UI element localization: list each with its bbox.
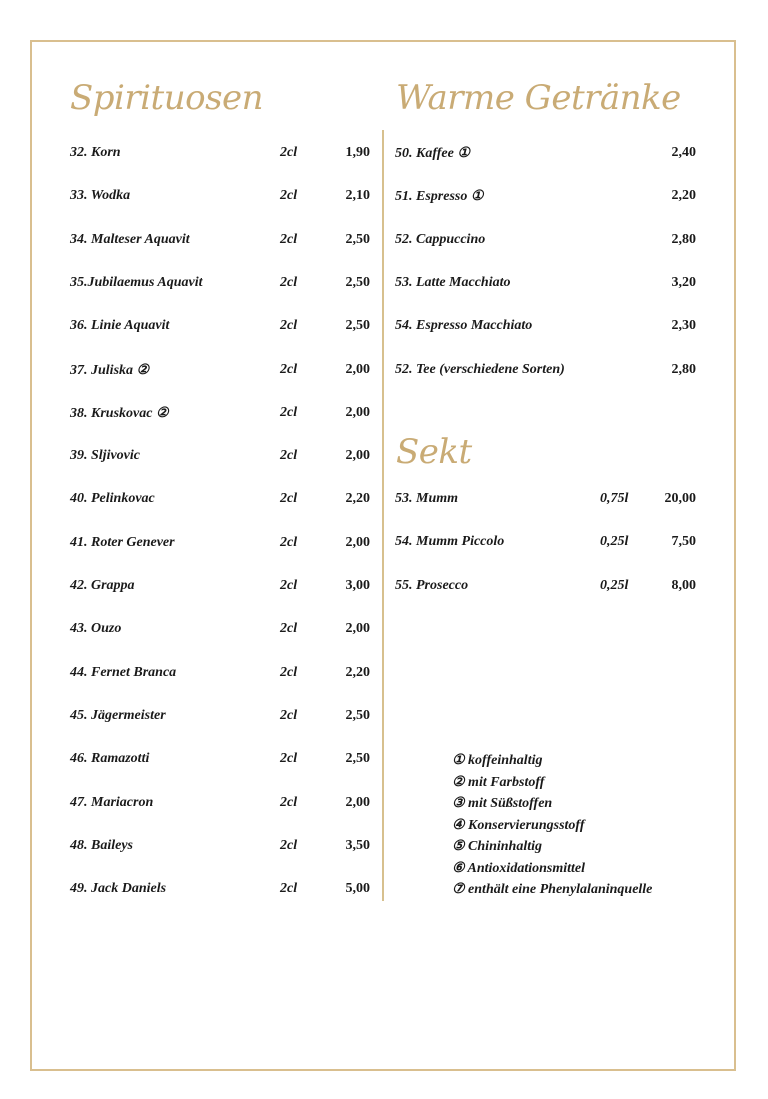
item-name: 41. Roter Genever xyxy=(70,534,175,550)
menu-item xyxy=(70,578,370,600)
item-name: 54. Mumm Piccolo xyxy=(395,534,505,550)
item-price: 2,00 xyxy=(345,404,370,420)
item-name: 35.Jubilaemus Aquavit xyxy=(70,274,203,290)
item-volume: 2cl xyxy=(280,145,298,160)
menu-item xyxy=(70,535,370,557)
menu-item xyxy=(395,578,696,600)
item-name: 37. Juliska ② xyxy=(70,362,150,378)
legend-item: ③ mit Süßstoffen xyxy=(452,796,553,811)
menu-item xyxy=(70,795,370,817)
item-name: 51. Espresso ① xyxy=(395,189,484,205)
heading-warme-getraenke: Warme Getränke xyxy=(396,78,681,118)
menu-item xyxy=(70,838,370,860)
item-volume: 2cl xyxy=(280,664,298,680)
item-volume: 2cl xyxy=(280,361,298,377)
item-volume: 2cl xyxy=(280,188,298,204)
menu-item xyxy=(395,491,696,513)
item-name: 36. Linie Aquavit xyxy=(70,318,170,334)
legend-item: ⑤ Chininhaltig xyxy=(452,839,542,854)
item-volume: 2cl xyxy=(280,274,298,290)
item-volume: 2cl xyxy=(280,881,298,897)
item-volume: 2cl xyxy=(280,404,298,420)
menu-item xyxy=(70,145,370,167)
item-name: 54. Espresso Macchiato xyxy=(395,318,533,334)
column-divider xyxy=(382,130,384,901)
item-price: 3,20 xyxy=(671,274,696,290)
item-price: 2,50 xyxy=(345,707,370,723)
item-name: 46. Ramazotti xyxy=(70,751,150,767)
item-price: 2,20 xyxy=(345,491,370,507)
menu-item xyxy=(395,318,696,340)
item-volume: 2cl xyxy=(280,491,298,507)
item-volume: 0,25l xyxy=(600,534,629,550)
item-price: 2,50 xyxy=(345,274,370,290)
item-price: 2,50 xyxy=(345,751,370,767)
menu-item xyxy=(70,881,370,903)
legend-item: ① koffeinhaltig xyxy=(452,753,543,768)
item-price: 20,00 xyxy=(664,491,696,506)
item-name: 52. Tee (verschiedene Sorten) xyxy=(395,361,565,377)
item-volume: 2cl xyxy=(280,448,298,464)
item-price: 1,90 xyxy=(345,145,370,160)
item-name: 44. Fernet Branca xyxy=(70,664,177,680)
heading-sekt: Sekt xyxy=(396,432,472,472)
item-name: 49. Jack Daniels xyxy=(70,881,167,897)
item-name: 34. Malteser Aquavit xyxy=(70,231,190,247)
item-price: 2,40 xyxy=(671,145,696,160)
allergen-legend xyxy=(452,750,652,901)
menu-item xyxy=(395,145,696,167)
item-price: 2,00 xyxy=(345,361,370,377)
item-name: 48. Baileys xyxy=(70,837,133,853)
item-volume: 2cl xyxy=(280,837,298,853)
item-name: 40. Pelinkovac xyxy=(70,491,155,507)
menu-item xyxy=(395,534,696,556)
item-name: 53. Latte Macchiato xyxy=(395,274,511,290)
menu-item xyxy=(70,362,370,384)
item-volume: 2cl xyxy=(280,318,298,334)
item-name: 55. Prosecco xyxy=(395,577,469,593)
item-name: 33. Wodka xyxy=(70,188,131,204)
menu-item xyxy=(70,708,370,730)
legend-item: ② mit Farbstoff xyxy=(452,774,545,790)
item-volume: 2cl xyxy=(280,231,298,247)
item-volume: 2cl xyxy=(280,621,298,637)
item-volume: 0,25l xyxy=(600,577,629,593)
item-name: 45. Jägermeister xyxy=(70,707,166,723)
item-price: 2,50 xyxy=(345,231,370,247)
item-volume: 2cl xyxy=(280,534,298,550)
item-price: 2,80 xyxy=(671,231,696,247)
menu-item xyxy=(70,405,370,427)
menu-item xyxy=(395,188,696,210)
menu-item xyxy=(70,491,370,513)
item-price: 2,00 xyxy=(345,621,370,637)
item-name: 52. Cappuccino xyxy=(395,231,486,247)
legend-item: ⑥ Antioxidationsmittel xyxy=(452,860,585,876)
item-price: 2,00 xyxy=(345,794,370,810)
menu-item xyxy=(70,448,370,470)
menu-item xyxy=(395,362,696,384)
item-price: 2,20 xyxy=(345,664,370,680)
item-price: 2,00 xyxy=(345,534,370,550)
item-price: 2,20 xyxy=(671,188,696,204)
item-volume: 2cl xyxy=(280,578,298,593)
item-name: 38. Kruskovac ② xyxy=(70,405,169,421)
legend-item: ⑦ enthält eine Phenylalaninquelle xyxy=(452,882,653,897)
item-name: 42. Grappa xyxy=(70,578,135,593)
item-price: 2,30 xyxy=(671,318,696,334)
item-price: 2,80 xyxy=(671,361,696,377)
menu-item xyxy=(70,232,370,254)
item-price: 2,50 xyxy=(345,318,370,334)
item-name: 50. Kaffee ① xyxy=(395,146,470,161)
item-name: 53. Mumm xyxy=(395,491,459,506)
item-volume: 2cl xyxy=(280,794,298,810)
item-volume: 2cl xyxy=(280,751,298,767)
item-price: 5,00 xyxy=(345,881,370,897)
item-price: 2,00 xyxy=(345,448,370,464)
menu-item xyxy=(70,318,370,340)
item-name: 47. Mariacron xyxy=(70,794,154,810)
heading-spirituosen: Spirituosen xyxy=(70,78,264,118)
item-volume: 0,75l xyxy=(600,491,629,506)
item-price: 8,00 xyxy=(671,577,696,593)
menu-item xyxy=(395,232,696,254)
menu-item xyxy=(70,621,370,643)
legend-item: ④ Konservierungsstoff xyxy=(452,817,585,833)
item-volume: 2cl xyxy=(280,707,298,723)
item-price: 3,00 xyxy=(345,578,370,593)
item-name: 32. Korn xyxy=(70,145,121,160)
item-price: 7,50 xyxy=(671,534,696,550)
item-name: 39. Sljivovic xyxy=(70,448,140,464)
item-price: 3,50 xyxy=(345,837,370,853)
menu-item xyxy=(70,751,370,773)
menu-item xyxy=(395,275,696,297)
item-name: 43. Ouzo xyxy=(70,621,122,637)
menu-item xyxy=(70,665,370,687)
item-price: 2,10 xyxy=(345,188,370,204)
menu-item xyxy=(70,188,370,210)
menu-item xyxy=(70,275,370,297)
